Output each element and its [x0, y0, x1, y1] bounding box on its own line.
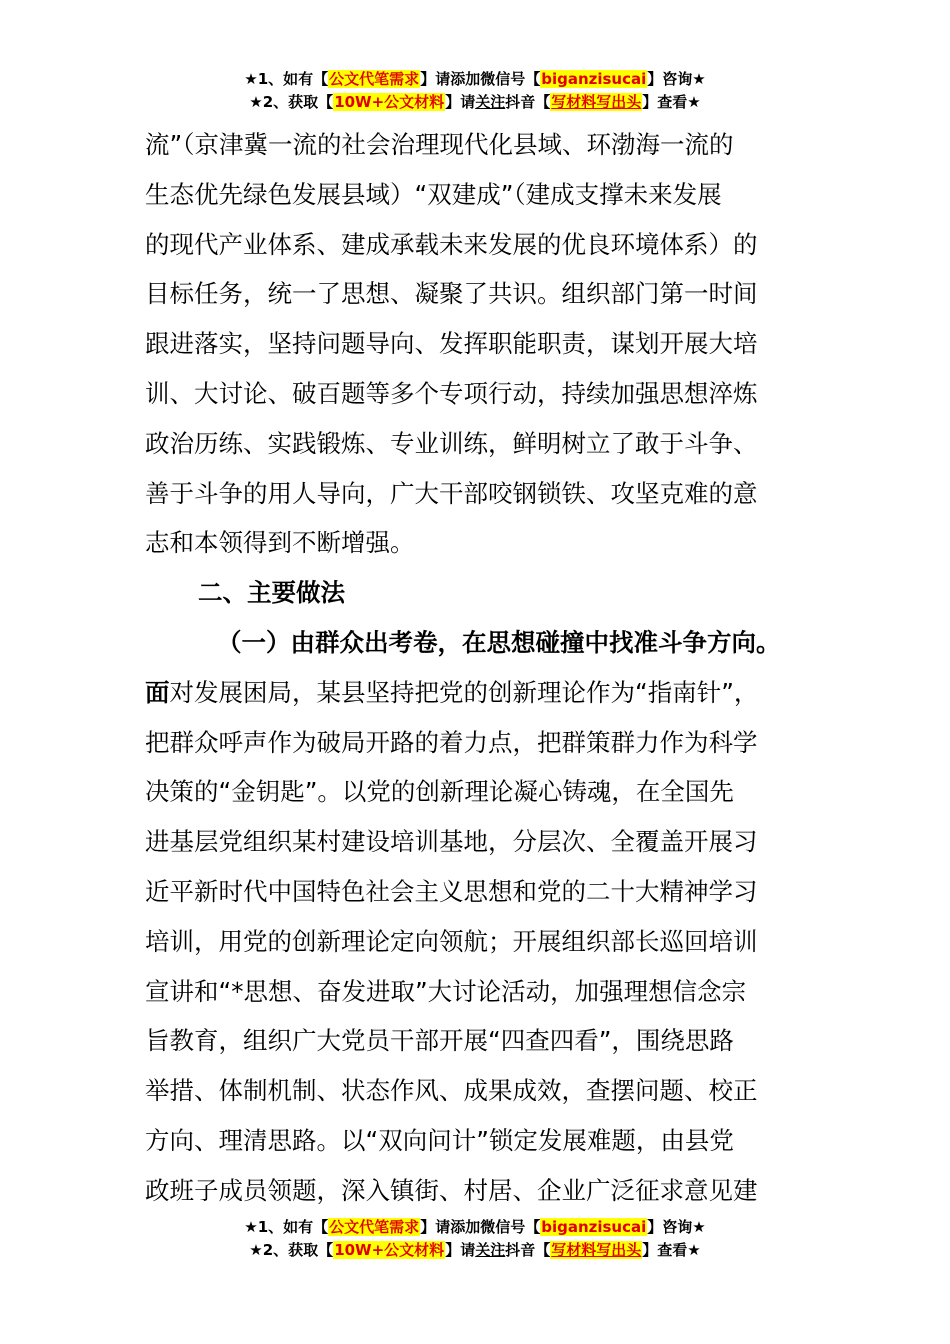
body-line: 训、大讨论、破百题等多个专项行动，持续加强思想淬炼: [145, 378, 758, 408]
body-line: 志和本领得到不断增强。: [145, 528, 415, 558]
body-line: 政治历练、实践锻炼、专业训练，鲜明树立了敢于斗争、: [145, 428, 758, 458]
body-line: 举措、体制机制、状态作风、成果成效，查摆问题、校正: [145, 1076, 758, 1106]
banner-2-mid1: 】请: [445, 1241, 476, 1259]
banner-2-mid2: 抖音【: [505, 93, 551, 111]
body-line: 政班子成员领题，深入镇街、村居、企业广泛征求意见建: [145, 1175, 758, 1205]
subsection-heading: （一）由群众出考卷，在思想碰撞中找准斗争方向。: [217, 627, 781, 657]
body-line: 方向、理清思路。以“双向问计”锁定发展难题，由县党: [145, 1125, 734, 1155]
banner-line-2: [0, 1239, 950, 1262]
body-line: [145, 668, 813, 718]
banner-1-prefix: ★1、如有【: [244, 70, 329, 88]
body-line: 进基层党组织某村建设培训基地，分层次、全覆盖开展习: [145, 827, 758, 857]
banner-2-follow: 关注: [475, 93, 506, 111]
banner-1-mid: 】请添加微信号【: [420, 70, 541, 88]
banner-2-follow: 关注: [475, 1241, 506, 1259]
banner-2-highlight-account: 写材料写出头: [551, 1241, 642, 1259]
banner-2-highlight-materials: 10W+公文材料: [334, 1241, 445, 1259]
banner-1-suffix: 】咨询★: [647, 70, 706, 88]
body-line: 旨教育，组织广大党员干部开展“四查四看”，围绕思路: [145, 1026, 734, 1056]
body-line: 把群众呼声作为破局开路的着力点，把群策群力作为科学: [145, 727, 758, 757]
banner-1-prefix: ★1、如有【: [244, 1218, 329, 1236]
body-line: 的现代产业体系、建成承载未来发展的优良环境体系）的: [145, 229, 758, 259]
banner-line-1: [0, 1216, 950, 1239]
banner-1-mid: 】请添加微信号【: [420, 1218, 541, 1236]
body-line: 宣讲和“*思想、奋发进取”大讨论活动，加强理想信念宗: [145, 976, 747, 1006]
section-heading: 二、主要做法: [198, 578, 345, 608]
banner-2-mid1: 】请: [445, 93, 476, 111]
document-body: [145, 120, 813, 1216]
banner-2-mid2: 抖音【: [505, 1241, 551, 1259]
body-line: 生态优先绿色发展县域）“双建成”（建成支撑未来发展: [145, 179, 722, 209]
paragraph-lead-char: 面: [145, 677, 170, 707]
body-line: 流”（京津冀一流的社会治理现代化县域、环渤海一流的: [145, 130, 734, 159]
top-banner: [0, 68, 950, 114]
banner-2-prefix: ★2、获取【: [249, 1241, 334, 1259]
banner-1-highlight-wechat: biganzisucai: [541, 1218, 647, 1236]
body-line: 近平新时代中国特色社会主义思想和党的二十大精神学习: [145, 876, 758, 906]
body-line: 培训，用党的创新理论定向领航；开展组织部长巡回培训: [145, 926, 758, 956]
body-line: 决策的“金钥匙”。以党的创新理论凝心铸魂，在全国先: [145, 777, 734, 807]
banner-line-1: [0, 68, 950, 91]
banner-2-highlight-materials: 10W+公文材料: [334, 93, 445, 111]
body-line: 善于斗争的用人导向，广大干部咬钢锁铁、攻坚克难的意: [145, 478, 758, 508]
banner-2-prefix: ★2、获取【: [249, 93, 334, 111]
banner-1-highlight-service: 公文代笔需求: [329, 1218, 420, 1236]
bottom-banner: [0, 1216, 950, 1262]
banner-1-suffix: 】咨询★: [647, 1218, 706, 1236]
banner-1-highlight-service: 公文代笔需求: [329, 70, 420, 88]
paragraph-first-line-rest: 对发展困局，某县坚持把党的创新理论作为“指南针”，: [169, 677, 759, 707]
body-line: 目标任务，统一了思想、凝聚了共识。组织部门第一时间: [145, 279, 758, 309]
body-line: 跟进落实，坚持问题导向、发挥职能职责，谋划开展大培: [145, 329, 758, 359]
banner-2-suffix: 】查看★: [642, 93, 701, 111]
banner-1-highlight-wechat: biganzisucai: [541, 70, 647, 88]
banner-2-highlight-account: 写材料写出头: [551, 93, 642, 111]
banner-line-2: [0, 91, 950, 114]
banner-2-suffix: 】查看★: [642, 1241, 701, 1259]
